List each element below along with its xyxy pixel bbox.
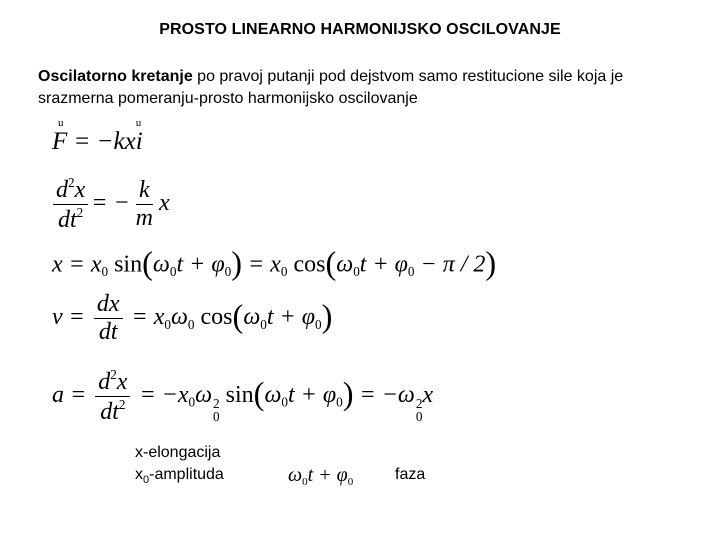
intro-text: po pravoj putanji pod dejstvom samo restitucione sile koja je srazmerna pomeranju-prosto harmonijsko oscilovanje — [38, 68, 624, 107]
intro-paragraph — [38, 66, 698, 110]
label-elongation: x-elongacija — [135, 444, 221, 461]
equation-motion: $\frac{d^2x}{dt^2}$ = − $\frac{k}{m}$ x — [50, 176, 170, 233]
intro-bold: Oscilatorno kretanje — [38, 68, 193, 85]
slide-title: PROSTO LINEARNO HARMONIJSKO OSCILOVANJE — [159, 21, 561, 38]
equation-acceleration: a = $\frac{d^2x}{dt^2}$ = $-x_0\omega$ 2 0 $\sin(\omega_0t + \varphi_0) = -\omega$ 2 0 x — [52, 367, 434, 425]
equation-displacement: $x = x_0$ $\sin(\omega_0t + \varphi_0) = x_0$ $\cos(\omega_0t + \varphi_0 - \pi / 2)$ — [52, 246, 497, 282]
label-amplitude: $x_0$-amplituda — [135, 466, 224, 487]
label-phase: faza — [395, 466, 426, 483]
equation-velocity: v = $\frac{dx}{dt}$ = $x_0\omega_0$ $\cos(\omega_0t + \varphi_0)$ — [52, 291, 333, 346]
phase-expression: $\omega_0t + \varphi_0$ — [288, 464, 354, 488]
equation-force: F u = −kxi u — [52, 117, 143, 155]
legend-labels — [135, 442, 224, 491]
